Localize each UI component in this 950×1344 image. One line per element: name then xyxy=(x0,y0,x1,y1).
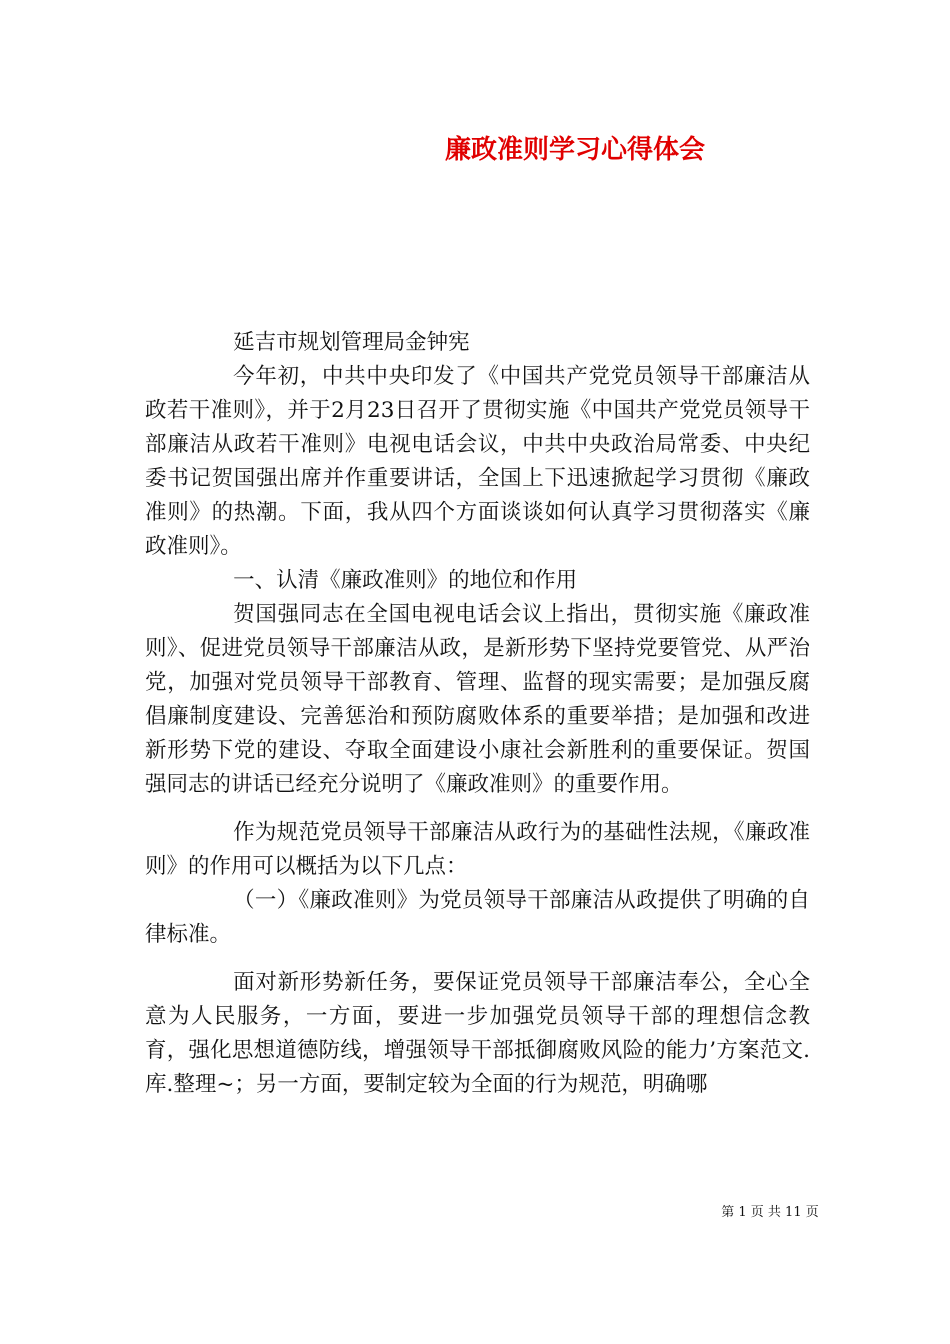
document-title: 廉政准则学习心得体会 xyxy=(444,135,705,165)
paragraph-role: 作为规范党员领导干部廉洁从政行为的基础性法规，《廉政准则》的作用可以概括为以下几点： xyxy=(145,820,810,879)
page-footer: 第 1 页 共 11 页 xyxy=(721,1205,819,1220)
sub-heading-1: （一）《廉政准则》为党员领导干部廉洁从政提供了明确的自律标准。 xyxy=(145,888,810,947)
document-body xyxy=(145,326,810,1102)
author-line: 延吉市规划管理局金钟宪 xyxy=(233,330,470,355)
paragraph-intro: 今年初，中共中央印发了《中国共产党党员领导干部廉洁从政若干准则》，并于2月23日召开了贯彻实施《中国共产党党员领导干部廉洁从政若干准则》电视电话会议，中共中央政治局常委、中央纪委书记贺国强出席并作重要讲话，全国上下迅速掀起学习贯彻《廉政准则》的热潮。下面，我从四个方面谈谈如何认真学习贯彻落实《廉政准则》。 xyxy=(145,364,810,559)
paragraph-new-situation: 面对新形势新任务，要保证党员领导干部廉洁奉公，全心全意为人民服务，一方面，要进一步加强党员领导干部的理想信念教育，强化思想道德防线，增强领导干部抵御腐败风险的能力’方案范文.库.整理~；另一方面，要制定较为全面的行为规范，明确哪 xyxy=(145,970,810,1097)
section-heading-1: 一、认清《廉政准则》的地位和作用 xyxy=(233,568,578,593)
paragraph-speech: 贺国强同志在全国电视电话会议上指出，贯彻实施《廉政准则》、促进党员领导干部廉洁从政，是新形势下坚持党要管党、从严治党，加强对党员领导干部教育、管理、监督的现实需要；是加强反腐倡廉制度建设、完善惩治和预防腐败体系的重要举措；是加强和改进新形势下党的建设、夺取全面建设小康社会新胜利的重要保证。贺国强同志的讲话已经充分说明了《廉政准则》的重要作用。 xyxy=(145,602,810,797)
